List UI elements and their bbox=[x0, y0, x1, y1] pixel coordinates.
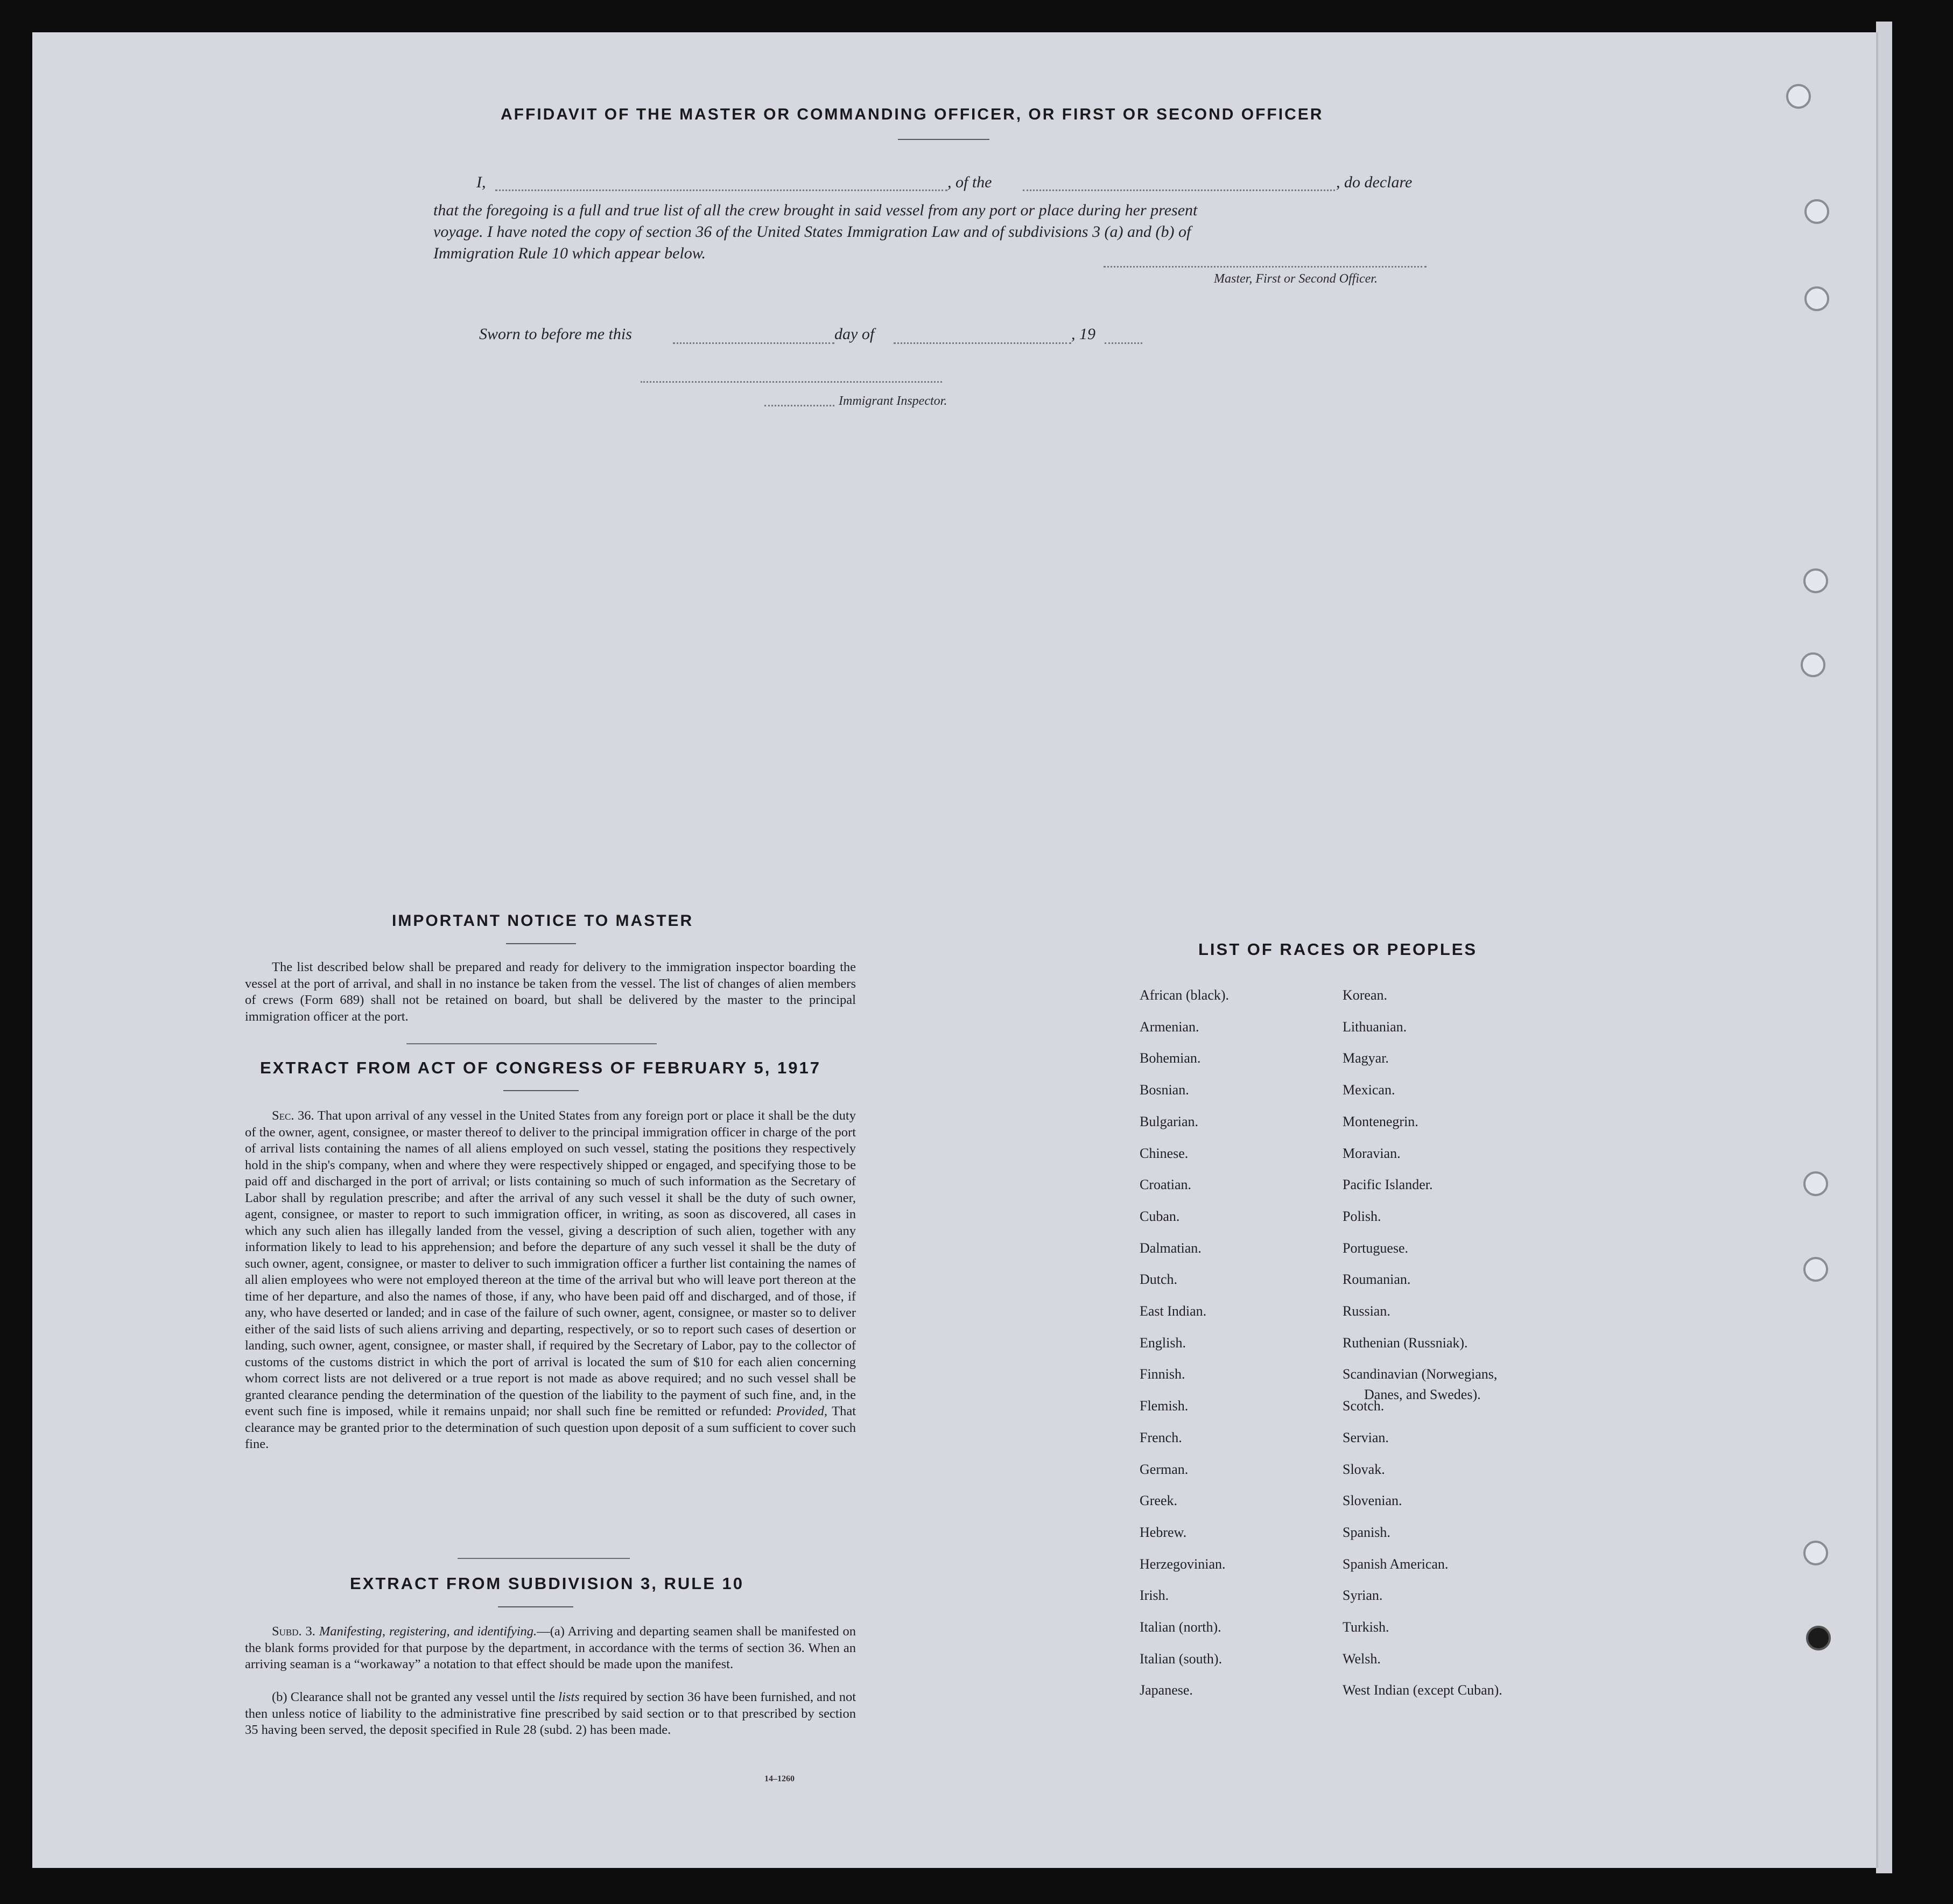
race-item: East Indian. bbox=[1140, 1303, 1207, 1319]
race-item: Ruthenian (Russniak). bbox=[1343, 1335, 1468, 1351]
race-item: Polish. bbox=[1343, 1209, 1381, 1224]
race-item: German. bbox=[1140, 1462, 1189, 1477]
race-item: Korean. bbox=[1343, 987, 1388, 1003]
race-item: Dalmatian. bbox=[1140, 1240, 1202, 1256]
race-item: French. bbox=[1140, 1430, 1182, 1445]
race-item: West Indian (except Cuban). bbox=[1343, 1682, 1502, 1698]
form-number: 14–1260 bbox=[764, 1774, 795, 1783]
sworn-day-of: day of bbox=[834, 325, 875, 343]
race-item: Italian (north). bbox=[1140, 1619, 1221, 1635]
race-item: Magyar. bbox=[1343, 1050, 1389, 1066]
extract-rule-title-rule bbox=[498, 1606, 573, 1607]
affidavit-i-label: I, bbox=[476, 173, 486, 191]
inspector-label: Immigrant Inspector. bbox=[839, 394, 947, 408]
race-item: Cuban. bbox=[1140, 1209, 1180, 1224]
race-item: Flemish. bbox=[1140, 1398, 1189, 1414]
race-item: Armenian. bbox=[1140, 1019, 1199, 1035]
punch-hole-icon bbox=[1803, 568, 1828, 593]
race-item: Moravian. bbox=[1343, 1146, 1401, 1161]
document-page bbox=[32, 32, 1878, 1868]
race-item: Mexican. bbox=[1343, 1082, 1395, 1098]
affidavit-title: AFFIDAVIT OF THE MASTER OR COMMANDING OFFICER, OR FIRST OR SECOND OFFICER bbox=[501, 106, 1324, 123]
race-item: Japanese. bbox=[1140, 1682, 1193, 1698]
punch-hole-icon bbox=[1804, 286, 1829, 311]
race-item: Irish. bbox=[1140, 1587, 1169, 1603]
extract-act-body: Sec. 36. That upon arrival of any vessel in the United States from any foreign port or place it shall be the duty of the owner, agent, consignee, or master thereof to deliver to the principal immigration officer in charge of the port of arrival lists containing the names of all aliens employed on such vessel, stating the positions they respectively hold in the ship's company, when and where they were respectively shipped or engaged, and specifying those to be paid off and discharged in the port of arrival; or lists containing so much of such information as the Secretary of Labor shall by regulation prescribe; and after the arrival of any such vessel it shall be the duty of such owner, agent, consignee, or master to report to such immigration officer, in writing, as soon as discovered, all cases in which any such alien has illegally landed from the vessel, giving a description of such alien, together with any information likely to lead to his apprehension; and before the departure of any such vessel it shall be the duty of such owner, agent, consignee, or master to deliver to such immigration officer a further list containing the names of all alien employees who were not employed thereon at the time of the arrival but who will leave port thereon at the time of her departure, and also the names of those, if any, who have been paid off and discharged, and of those, if any, who have deserted or landed; and in case of the failure of such owner, agent, consignee, or master so to deliver either of the said lists of such aliens arriving and departing, respectively, or so to report such cases of desertion or landing, such owner, agent, consignee, or master shall, if required by the Secretary of Labor, pay to the collector of customs of the customs district in which the port of arrival is located the sum of $10 for each alien concerning whom correct lists are not delivered or a true report is not made as above required; and no such vessel shall be granted clearance pending the determination of the question of the liability to the payment of such fine, and, in the event such fine is imposed, while it remains unpaid; nor shall such fine be remitted or refunded: Provided, That clearance may be granted prior to the determination of such question upon deposit of a sum sufficient to cover such fine. bbox=[245, 1108, 856, 1451]
sworn-month-blank bbox=[894, 342, 1071, 344]
race-item: Dutch. bbox=[1140, 1271, 1178, 1287]
extract-rule-title: EXTRACT FROM SUBDIVISION 3, RULE 10 bbox=[350, 1574, 744, 1593]
extract-act-title: EXTRACT FROM ACT OF CONGRESS OF FEBRUARY 5, 1917 bbox=[260, 1058, 821, 1077]
punch-hole-icon bbox=[1786, 84, 1811, 109]
signature-label: Master, First or Second Officer. bbox=[1214, 272, 1378, 286]
affidavit-body-line2: voyage. I have noted the copy of section 36 of the United States Immigration Law and of subdivisions 3 (a) and (b) of bbox=[433, 223, 1191, 241]
race-item: Croatian. bbox=[1140, 1177, 1192, 1192]
race-item: African (black). bbox=[1140, 987, 1230, 1003]
page-edge bbox=[1876, 22, 1892, 1873]
race-item: Spanish. bbox=[1343, 1524, 1390, 1540]
punch-hole-icon bbox=[1804, 199, 1829, 224]
section-divider bbox=[458, 1558, 630, 1559]
race-item: Spanish American. bbox=[1343, 1556, 1449, 1572]
race-item: Italian (south). bbox=[1140, 1651, 1223, 1667]
affidavit-do-declare-label: , do declare bbox=[1336, 173, 1413, 191]
race-item: Portuguese. bbox=[1343, 1240, 1409, 1256]
race-item: Lithuanian. bbox=[1343, 1019, 1407, 1035]
punch-hole-icon bbox=[1806, 1626, 1831, 1650]
race-item: Russian. bbox=[1343, 1303, 1390, 1319]
section-divider bbox=[406, 1043, 657, 1044]
race-item: Slovak. bbox=[1343, 1462, 1385, 1477]
sworn-prefix: Sworn to before me this bbox=[479, 325, 632, 343]
extract-rule-para-b: (b) Clearance shall not be granted any vessel until the lists required by section 36 have been furnished, and not then unless notice of liability to the administrative fine prescribed by said section or to that prescribed by section 35 having been served, the deposit specified in Rule 28 (subd. 2) has been made. bbox=[245, 1690, 856, 1737]
race-item: Slovenian. bbox=[1343, 1493, 1402, 1508]
affidavit-body-line3: Immigration Rule 10 which appear below. bbox=[433, 244, 706, 262]
race-item: Finnish. bbox=[1140, 1366, 1185, 1382]
race-item: Bosnian. bbox=[1140, 1082, 1189, 1098]
affidavit-body-line1: that the foregoing is a full and true list of all the crew brought in said vessel from any port or place during her present bbox=[433, 201, 1198, 219]
notice-body: The list described below shall be prepared and ready for delivery to the immigration inspector boarding the vessel at the port of arrival, and shall in no instance be taken from the vessel. The list of changes of alien members of crews (Form 689) shall not be retained on board, but shall be delivered by the master to the principal immigration officer at the port. bbox=[245, 960, 856, 1024]
declarant-name-blank bbox=[495, 189, 947, 191]
affidavit-title-rule bbox=[898, 139, 989, 140]
race-item: Hebrew. bbox=[1140, 1524, 1187, 1540]
punch-hole-icon bbox=[1803, 1257, 1828, 1282]
affidavit-of-the-label: , of the bbox=[947, 173, 992, 191]
race-item: Roumanian. bbox=[1343, 1271, 1411, 1287]
race-item: Servian. bbox=[1343, 1430, 1389, 1445]
races-title: LIST OF RACES OR PEOPLES bbox=[1198, 940, 1478, 959]
sworn-day-blank bbox=[673, 342, 834, 344]
extract-rule-para-a: Subd. 3. Manifesting, registering, and identifying.—(a) Arriving and departing seamen shall be manifested on the blank forms provided for that purpose by the department, in accordance with the terms of section 36. When an arriving seaman is a “workaway” a notation to that effect should be made upon the manifest. bbox=[245, 1624, 856, 1671]
race-item: Pacific Islander. bbox=[1343, 1177, 1433, 1192]
vessel-name-blank bbox=[1023, 189, 1335, 191]
punch-hole-icon bbox=[1801, 652, 1825, 677]
race-item: Bulgarian. bbox=[1140, 1114, 1199, 1129]
extract-act-title-rule bbox=[503, 1090, 579, 1091]
race-item: Welsh. bbox=[1343, 1651, 1381, 1667]
race-item: Montenegrin. bbox=[1343, 1114, 1418, 1129]
notice-title: IMPORTANT NOTICE TO MASTER bbox=[392, 912, 694, 930]
race-item: Greek. bbox=[1140, 1493, 1178, 1508]
race-item: Scandinavian (Norwegians, bbox=[1343, 1366, 1498, 1382]
race-item: Danes, and Swedes). bbox=[1364, 1387, 1481, 1402]
race-item: Scotch. bbox=[1343, 1398, 1385, 1414]
signature-line bbox=[1104, 266, 1427, 268]
race-item: Chinese. bbox=[1140, 1146, 1189, 1161]
sworn-year-blank bbox=[1105, 342, 1142, 344]
race-item: Bohemian. bbox=[1140, 1050, 1201, 1066]
inspector-signature-line-2 bbox=[764, 405, 834, 406]
sworn-year: , 19 bbox=[1071, 325, 1095, 343]
inspector-signature-line bbox=[641, 381, 942, 383]
notice-title-rule bbox=[506, 943, 576, 944]
race-item: English. bbox=[1140, 1335, 1186, 1351]
section-label: Sec. 36. bbox=[272, 1108, 314, 1123]
race-item: Turkish. bbox=[1343, 1619, 1389, 1635]
punch-hole-icon bbox=[1803, 1541, 1828, 1565]
race-item: Syrian. bbox=[1343, 1587, 1383, 1603]
punch-hole-icon bbox=[1803, 1171, 1828, 1196]
race-item: Herzegovinian. bbox=[1140, 1556, 1226, 1572]
